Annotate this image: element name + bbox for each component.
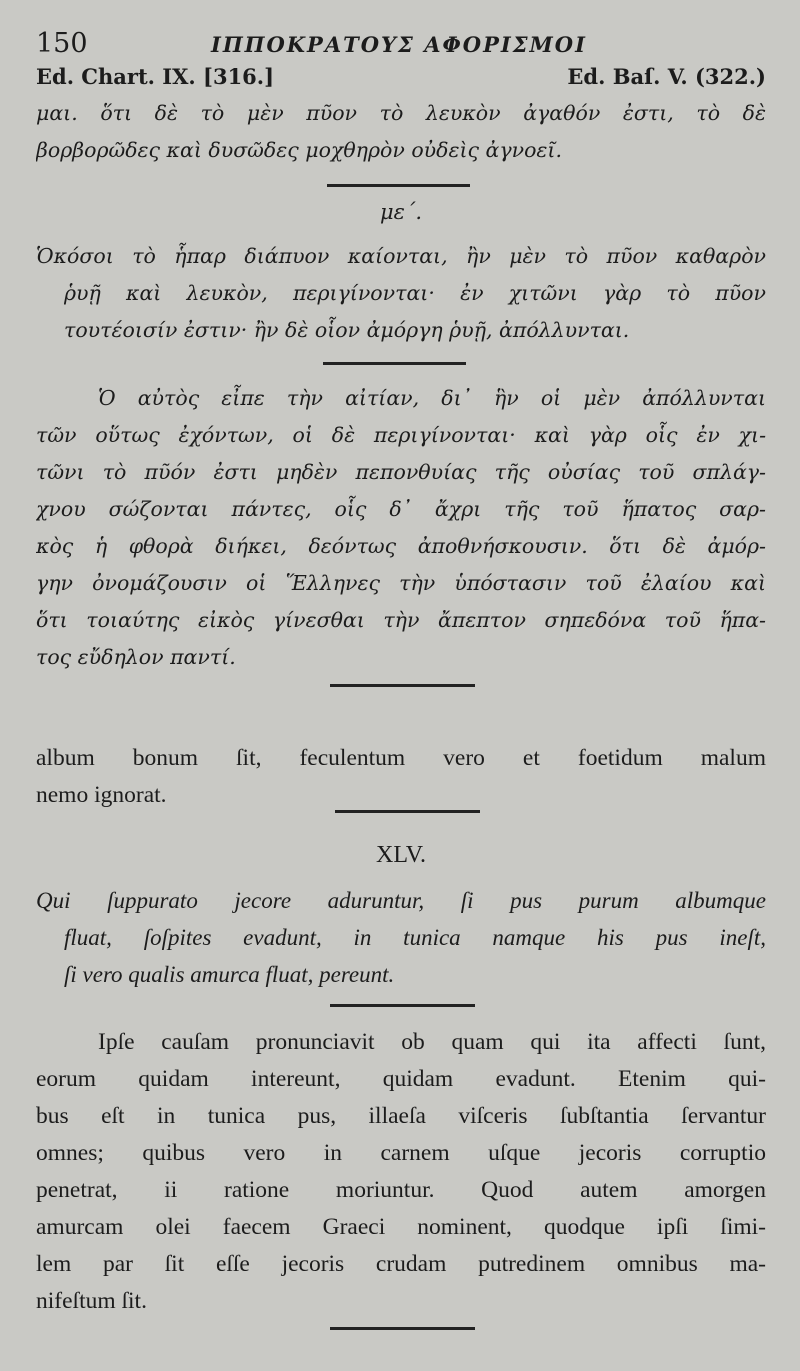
greek-aphorism-number: με΄.: [379, 200, 423, 224]
edition-basel-ref: Ed. Baſ. V. (322.): [567, 64, 766, 89]
text-line: Ὁκόσοι τὸ ἧπαρ διάπυον καίονται, ἢν μὲν τὸ πῦον καθαρὸν: [36, 244, 766, 268]
text-line: ῥυῇ καὶ λευκὸν, περιγίνονται· ἐν χιτῶνι γὰρ τὸ πῦον: [64, 281, 766, 305]
latin-previous-commentary-end: [36, 740, 766, 814]
section-divider: [330, 684, 475, 687]
text-line: lem par ſit eſſe jecoris crudam putredinem omnibus ma-: [36, 1251, 766, 1277]
text-line: τῶν οὕτως ἐχόντων, οἱ δὲ περιγίνονται· καὶ γὰρ οἷς ἐν χι-: [36, 423, 766, 447]
text-line: album bonum ſit, feculentum vero et foetidum malum: [36, 745, 766, 771]
text-line: fluat, ſoſpites evadunt, in tunica namque his pus ineſt,: [64, 925, 766, 950]
running-title: ΙΠΠΟΚΡΑΤΟΥΣ ΑΦΟΡΙΣΜΟΙ: [211, 32, 587, 57]
page-header: [36, 26, 766, 62]
greek-commentary: [36, 380, 766, 676]
page-number: 150: [36, 28, 88, 59]
latin-commentary: [36, 1024, 766, 1320]
text-line: Qui ſuppurato jecore aduruntur, ſi pus purum albumque: [36, 888, 766, 913]
section-divider: [323, 362, 466, 365]
text-line: Ὁ αὐτὸς εἶπε τὴν αἰτίαν, δι᾽ ἣν οἱ μὲν ἀπόλλυνται: [98, 386, 766, 410]
text-line: τος εὔδηλον παντί.: [36, 645, 236, 669]
text-line: μαι. ὅτι δὲ τὸ μὲν πῦον τὸ λευκὸν ἀγαθόν ἐστι, τὸ δὲ: [36, 101, 766, 125]
text-line: nifeſtum ſit.: [36, 1288, 147, 1314]
latin-aphorism: [36, 882, 766, 993]
text-line: γην ὀνομάζουσιν οἱ Ἕλληνες τὴν ὑπόστασιν τοῦ ἐλαίου καὶ: [36, 571, 766, 595]
edition-reference-line: [36, 64, 766, 94]
latin-aphorism-number: XLV.: [375, 842, 427, 868]
section-divider: [335, 810, 480, 813]
text-line: amurcam olei faecem Graeci nominent, quodque ipſi ſimi-: [36, 1214, 766, 1240]
text-line: τουτέοισίν ἐστιν· ἢν δὲ οἷον ἀμόργη ῥυῇ, ἀπόλλυνται.: [64, 318, 630, 342]
text-line: βορβορῶδες καὶ δυσῶδες μοχθηρὸν οὐδεὶς ἀγνοεῖ.: [36, 138, 562, 162]
text-line: ſi vero qualis amurca fluat, pereunt.: [64, 962, 395, 987]
text-line: τῶνι τὸ πῦόν ἐστι μηδὲν πεπονθυίας τῆς οὐσίας τοῦ σπλάγ-: [36, 460, 766, 484]
text-line: penetrat, ii ratione moriuntur. Quod autem amorgen: [36, 1177, 766, 1203]
text-line: χνου σώζονται πάντες, οἷς δ᾽ ἄχρι τῆς τοῦ ἥπατος σαρ-: [36, 497, 766, 521]
section-divider: [330, 1004, 475, 1007]
edition-chartier-ref: Ed. Chart. IX. [316.]: [36, 64, 275, 89]
text-line: κὸς ἡ φθορὰ διήκει, δεόντως ἀποθνήσκουσιν. ὅτι δὲ ἀμόρ-: [36, 534, 766, 558]
text-line: Ipſe cauſam pronunciavit ob quam qui ita affecti ſunt,: [98, 1029, 766, 1055]
greek-aphorism: [36, 238, 766, 349]
section-divider: [330, 1327, 475, 1330]
text-line: bus eſt in tunica pus, illaeſa viſceris ſubſtantia ſervantur: [36, 1103, 766, 1129]
text-line: nemo ignorat.: [36, 782, 167, 808]
text-line: eorum quidam intereunt, quidam evadunt. Etenim qui-: [36, 1066, 766, 1092]
section-divider: [327, 184, 470, 187]
text-line: omnes; quibus vero in carnem uſque jecoris corruptio: [36, 1140, 766, 1166]
text-line: ὅτι τοιαύτης εἰκὸς γίνεσθαι τὴν ἄπεπτον σηπεδόνα τοῦ ἥπα-: [36, 608, 766, 632]
greek-previous-commentary-end: [36, 95, 766, 169]
